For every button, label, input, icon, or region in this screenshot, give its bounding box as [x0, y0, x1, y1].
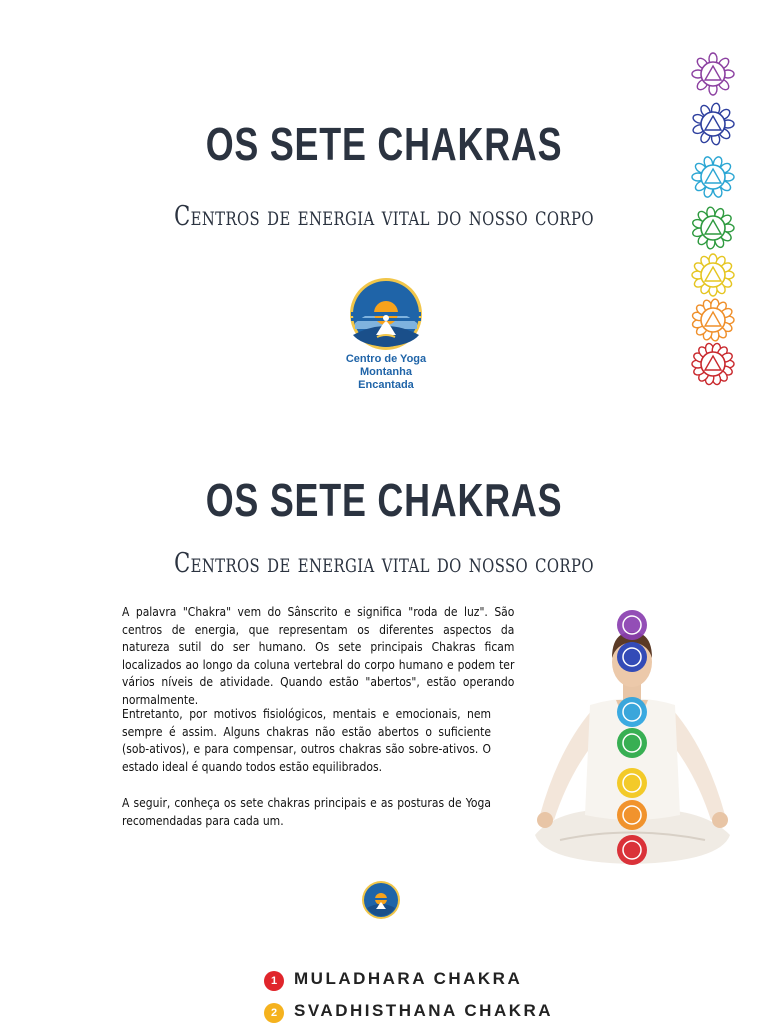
- logo-text-line2: Montanha Encantada: [358, 366, 414, 391]
- meditation-figure: [520, 600, 745, 870]
- root-chakra-icon: [690, 341, 736, 387]
- solar-plexus-chakra-icon: [690, 252, 736, 298]
- intro-paragraph-1: A palavra "Chakra" vem do Sânscrito e significa "roda de luz". São centros de energia, que representam os diferentes aspectos da natureza sutil do ser humano. Os sete principais Chakras ficam localizados ao longo da coluna vertebral do corpo humano e podem ter vários níveis de atividade. Quando estão "abertos", estão operando normalmente.: [122, 605, 515, 707]
- figure-chakra-dot: [617, 697, 647, 727]
- heart-chakra-icon: [690, 205, 736, 251]
- figure-chakra-dot: [617, 610, 647, 640]
- number-badge: 1: [264, 971, 284, 991]
- figure-chakra-dot: [617, 768, 647, 798]
- figure-chakra-dot: [617, 800, 647, 830]
- crown-chakra-icon: [690, 51, 736, 97]
- cover-title: OS SETE CHAKRAS: [205, 118, 563, 170]
- footer-logo: [361, 880, 401, 920]
- throat-chakra-icon: [690, 154, 736, 200]
- number-badge: 2: [264, 1003, 284, 1023]
- intro-paragraph-3: A seguir, conheça os sete chakras principais e as posturas de Yoga recomendadas para cada um.: [122, 796, 491, 828]
- intro-paragraph-2: Entretanto, por motivos fisiológicos, mentais e emocionais, nem sempre é assim. Alguns chakras não estão abertos o suficiente (sob-ativos), e para compensar, outros chakras são sobre-ativos. O estado ideal é quando todos estão equilibrados.: [122, 707, 491, 774]
- meditating-person-illustration: [520, 600, 745, 870]
- section-title: OS SETE CHAKRAS: [205, 474, 563, 526]
- logo-emblem-icon-small: [361, 880, 401, 920]
- list-item-label: MULADHARA CHAKRA: [294, 969, 523, 988]
- figure-chakra-dot: [617, 835, 647, 865]
- figure-chakra-dot: [617, 642, 647, 672]
- cover-subtitle: Centros de energia vital do nosso corpo: [174, 201, 594, 232]
- list-item-label: SVADHISTHANA CHAKRA: [294, 1001, 554, 1020]
- figure-chakra-dot: [617, 728, 647, 758]
- third-eye-chakra-icon: [690, 101, 736, 147]
- logo-text-line1: Centro de Yoga: [345, 353, 427, 365]
- section-subtitle: Centros de energia vital do nosso corpo: [174, 548, 594, 579]
- sacral-chakra-icon: [690, 297, 736, 343]
- center-logo: [331, 277, 441, 391]
- logo-emblem-icon: [331, 277, 441, 357]
